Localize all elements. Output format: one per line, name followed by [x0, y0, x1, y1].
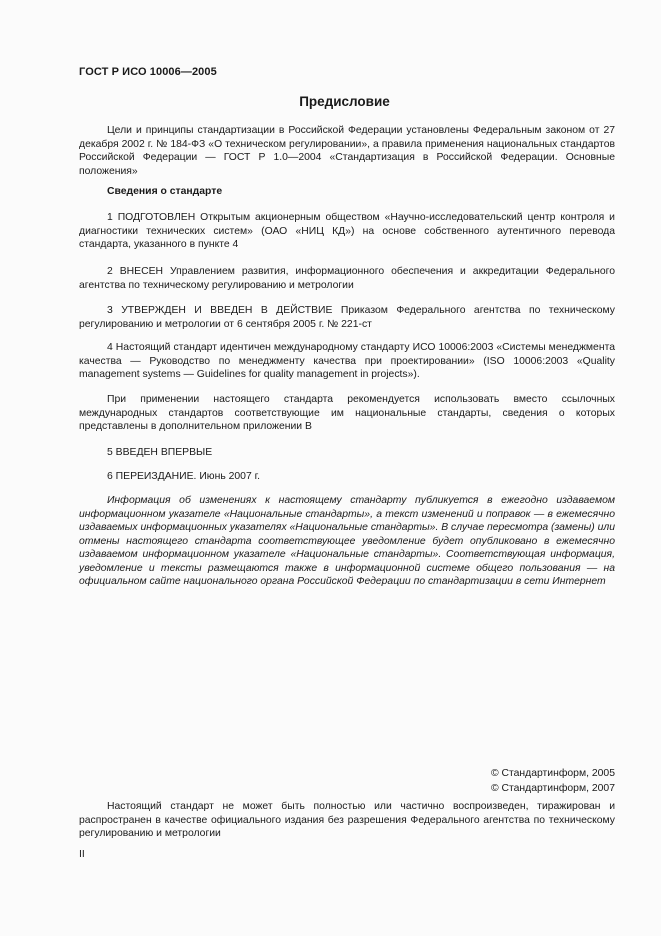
item-2-block	[79, 265, 615, 292]
intro-paragraph	[79, 124, 615, 178]
intro-text: Цели и принципы стандартизации в Российской Федерации установлены Федеральным законом от 27 декабря 2002 г. № 184-ФЗ «О техническом регулировании», а правила применения национальных стандартов Российской Федерации — ГОСТ Р 1.0—2004 «Стандартизация в Российской Федерации. Основные положения»	[79, 125, 615, 177]
item-3-block	[79, 304, 615, 331]
page-number: II	[79, 849, 85, 860]
list-item: 3 УТВЕРЖДЕН И ВВЕДЕН В ДЕЙСТВИЕ Приказом Федерального агентства по техническому регулированию и метрологии от 6 сентября 2005 г. № 221-ст	[79, 305, 615, 330]
reproduction-notice: Настоящий стандарт не может быть полностью или частично воспроизведен, тиражирован и распространен в качестве официального издания без разрешения Федерального агентства по техническому регулированию и метрологии	[79, 801, 615, 839]
reproduction-notice-block	[79, 800, 615, 841]
list-item: 6 ПЕРЕИЗДАНИЕ. Июнь 2007 г.	[107, 471, 261, 482]
item-4-note-block	[79, 393, 615, 434]
document-code-header: ГОСТ Р ИСО 10006—2005	[79, 66, 217, 78]
change-notice: Информация об изменениях к настоящему стандарту публикуется в ежегодно издаваемом информационном указателе «Национальные стандарты», а текст изменений и поправок — в ежемесячно издаваемых информационных указателях «Национальные стандарты». В случае пересмотра (замены) или отмены настоящего стандарта соответствующее уведомление будет опубликовано в ежемесячно издаваемом информационном указателе «Национальные стандарты». Соответствующая информация, уведомление и тексты размещаются также в информационной системе общего пользования — на официальном сайте национального органа Российской Федерации по стандартизации в сети Интернет	[79, 495, 615, 587]
item-1-block	[79, 211, 615, 252]
notice-block	[79, 494, 615, 589]
info-heading-block	[79, 185, 615, 199]
item-6-block	[79, 470, 615, 484]
list-item: При применении настоящего стандарта рекомендуется использовать вместо ссылочных международных стандартов соответствующие им национальные стандарты, сведения о которых представлены в дополнительном приложении В	[79, 394, 615, 432]
page-title: Предисловие	[299, 94, 390, 109]
copyright-line: © Стандартинформ, 2007	[490, 782, 615, 794]
list-item: 1 ПОДГОТОВЛЕН Открытым акционерным обществом «Научно-исследовательский центр контроля и диагностики технических систем» (ОАО «НИЦ КД») на основе собственного аутентичного перевода стандарта, указанного в пункте 4	[79, 212, 615, 250]
copyright-block	[491, 767, 615, 796]
copyright-line: © Стандартинформ, 2005	[490, 768, 615, 779]
info-heading: Сведения о стандарте	[107, 186, 223, 197]
item-4-block	[79, 341, 615, 382]
list-item: 4 Настоящий стандарт идентичен международному стандарту ИСО 10006:2003 «Системы менеджмента качества — Руководство по менеджменту качества при проектировании» (ISO 10006:2003 «Quality management systems — Guidelines for quality management in projects»).	[79, 342, 615, 380]
list-item: 5 ВВЕДЕН ВПЕРВЫЕ	[107, 447, 213, 458]
list-item: 2 ВНЕСЕН Управлением развития, информационного обеспечения и аккредитации Федерального агентства по техническому регулированию и метрологии	[79, 266, 615, 291]
item-5-block	[79, 446, 615, 460]
